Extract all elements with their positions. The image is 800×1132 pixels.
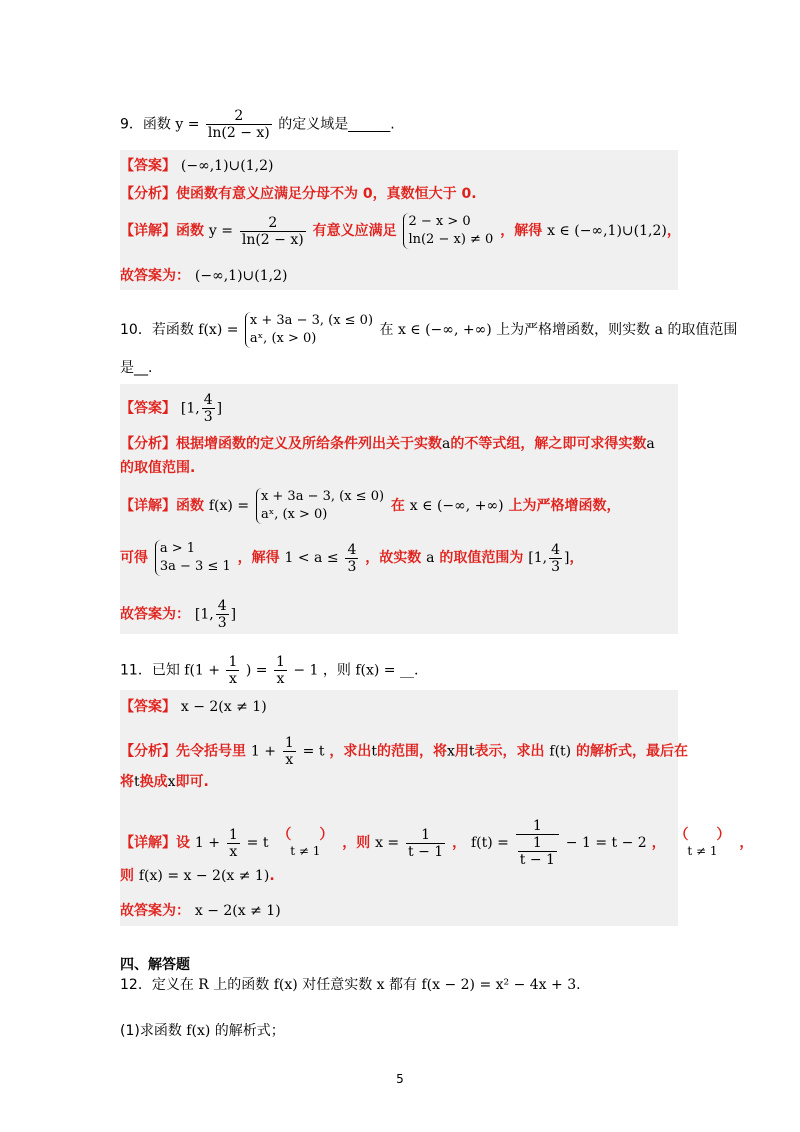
q11-den1: x	[228, 671, 237, 687]
q11-analysis-t2: ，求出	[329, 743, 372, 760]
q11-detail-cond2: t ≠ 1	[687, 844, 718, 858]
q12-t3: 都有	[389, 977, 418, 993]
q10-detail2-t5: ，	[569, 550, 584, 566]
q11-detail-n1: 1	[228, 826, 238, 843]
q11-analysis-t6: 的解析式，最后在	[576, 743, 688, 760]
q11-detail-res: − 1 = t − 2	[565, 835, 647, 851]
q10-var: a	[654, 322, 663, 338]
q10-detail-domain: x ∈ (−∞, +∞)	[409, 498, 504, 514]
q10-answer-right: ]	[216, 400, 223, 417]
q10-analysis-text3: 的取值范围.	[120, 460, 196, 476]
q10-detail2-num2: 4	[551, 541, 560, 558]
q12-part1-fx: f(x)	[186, 1023, 211, 1039]
answer-tag: 【答案】	[120, 158, 176, 174]
q10-detail-t3: 上为严格增函数，	[508, 498, 621, 514]
q11-analysis-var2: x	[446, 743, 455, 760]
q10-detail2-fraction2	[549, 542, 562, 575]
question-12-part-1	[120, 1021, 285, 1041]
page-number: 5	[396, 1072, 404, 1086]
q11-frac2	[274, 654, 287, 687]
question-10	[120, 312, 737, 348]
q11-final-value: x − 2(x ≠ 1)	[194, 903, 281, 919]
q12-part1-t1: (1)求函数	[120, 1023, 182, 1039]
q10-domain: x ∈ (−∞, +∞)	[397, 322, 492, 338]
detail-tag: 【详解】	[120, 835, 176, 851]
q10-detail	[120, 488, 620, 524]
q9-answer-value: (−∞,1)∪(1,2)	[180, 158, 274, 174]
q12-t4: .	[576, 977, 581, 993]
q9-detail-fraction	[240, 215, 306, 248]
q9-analysis	[120, 184, 477, 204]
q12-fx: f(x)	[273, 977, 298, 993]
detail-tag: 【详解】	[120, 498, 176, 514]
q10-final-text: 故答案为：	[120, 606, 190, 623]
q9-detail-lhs: y =	[208, 223, 233, 239]
q11-fx: f(x) = __.	[355, 662, 419, 679]
q10-final-left: [1,	[194, 606, 214, 623]
analysis-tag: 【分析】	[120, 743, 176, 760]
q11-detail-paren: （ ）	[277, 827, 334, 843]
q9-detail-sol: x ∈ (−∞,1)∪(1,2)	[547, 223, 667, 239]
q9-den: ln(2 − x)	[207, 125, 270, 141]
q10-analysis-text1: 根据增函数的定义及所给条件列出关于实数	[176, 436, 442, 452]
q10-detail-t1: 函数	[176, 498, 204, 514]
q11-detail-frac1	[227, 827, 240, 860]
answer-tag: 【答案】	[120, 699, 176, 715]
q11-analysis2-t1: 将	[120, 774, 134, 790]
q10-suffix: 上为严格增函数，则实数	[496, 322, 651, 338]
q11-detail-xeq: x =	[375, 835, 400, 851]
q10-analysis	[120, 434, 655, 454]
q11-final	[120, 901, 281, 921]
q10-detail-case2: aˣ, (x > 0)	[260, 507, 328, 522]
q10-final-fraction	[216, 598, 229, 631]
q11-detail-inner-frac	[516, 835, 559, 868]
q11-analysis-var1: t	[371, 743, 377, 760]
q10-final-num: 4	[217, 598, 227, 614]
q9-num: 2	[206, 108, 272, 125]
q11-final-text: 故答案为：	[120, 903, 190, 919]
q11-frac1	[226, 654, 239, 687]
q11-tail: − 1	[293, 662, 319, 679]
q10-detail2-t1: 可得	[120, 550, 148, 566]
q11-analysis-t5: 表示，求出	[474, 743, 545, 760]
q11-detail-inner-d: t − 1	[519, 852, 555, 868]
detail-tag: 【详解】	[120, 223, 176, 239]
q9-sys2: ln(2 − x) ≠ 0	[408, 232, 494, 247]
q9-detail-den: ln(2 − x)	[241, 231, 304, 248]
q10-suffix2: 的取值范围	[667, 322, 738, 338]
q9-lhs: y =	[175, 116, 200, 133]
q11-analysis-ft: f(t)	[549, 743, 572, 760]
q12-eq: f(x − 2) = x² − 4x + 3	[421, 977, 577, 993]
q10-prefix: 10．若函数	[120, 322, 194, 338]
q9-final-value: (−∞,1)∪(1,2)	[194, 268, 288, 284]
question-12	[120, 975, 581, 995]
q10-detail-fx: f(x) =	[208, 498, 250, 514]
q11-detail-t4: ，	[651, 835, 666, 851]
q10-answer-den: 3	[203, 409, 213, 425]
q11-suffix: ，则	[322, 662, 351, 679]
q9-detail-t3: ，解得	[500, 223, 543, 239]
q10-detail-system	[155, 540, 231, 576]
q9-detail-t1: 函数	[176, 223, 204, 239]
q9-suffix: 的定义域是______.	[278, 116, 395, 133]
q10-detail-line2	[120, 540, 583, 576]
q11-analysis2-t3: 即可.	[175, 774, 209, 790]
q10-answer-fraction	[202, 392, 215, 425]
q10-analysis-line2	[120, 458, 195, 478]
q10-mid: 在	[379, 322, 394, 338]
q9-detail-t4: ，	[666, 223, 681, 239]
q12-R: R	[198, 977, 209, 993]
q11-analysis-num: 1	[284, 735, 294, 751]
q11-answer	[120, 697, 267, 717]
q9-final	[120, 266, 287, 286]
q9-analysis-text: 使函数有意义应满足分母不为 0，真数恒大于 0.	[176, 186, 477, 202]
q11-analysis-t1: 先令括号里	[176, 743, 246, 760]
q9-detail	[120, 213, 681, 249]
q12-prefix: 12．定义在	[120, 977, 194, 993]
question-10-line2	[120, 358, 152, 378]
q9-sys1: 2 − x > 0	[408, 214, 471, 229]
q11-analysis-t3: 的范围，将	[376, 743, 447, 760]
q11-analysis2-var2: x	[167, 774, 176, 790]
q10-sys2: 3a − 3 ≤ 1	[159, 559, 231, 574]
q11-detail-condition	[275, 827, 335, 859]
q10-final-den: 3	[217, 615, 227, 631]
q10-final-right: ]	[230, 606, 237, 623]
q12-x: x	[376, 977, 385, 993]
q10-fx: f(x) =	[198, 322, 239, 338]
q11-analysis	[120, 735, 688, 768]
q10-detail-case1: x + 3a − 3, (x ≤ 0)	[260, 489, 385, 504]
q10-detail2-right: ]	[564, 550, 570, 566]
question-9	[120, 108, 395, 141]
q11-detail-d2: t − 1	[408, 843, 444, 860]
q11-detail2-t1: 则	[120, 868, 134, 884]
q11-solution-box	[120, 690, 678, 926]
q11-f1: f(1 +	[184, 662, 221, 679]
q10-detail2-num: 4	[347, 541, 357, 558]
q10-detail2-fraction	[345, 542, 358, 575]
q10-detail2-t3: ，故实数	[365, 550, 422, 566]
q11-detail-paren2: （ ）	[674, 827, 731, 843]
q11-detail-t2: ，则	[342, 835, 371, 851]
q11-analysis-expr1: 1 +	[250, 743, 276, 760]
q10-final	[120, 598, 236, 631]
q11-analysis-t4: 用	[454, 743, 469, 760]
q10-case2: aˣ, (x > 0)	[249, 331, 317, 346]
q11-detail-t3: ，	[452, 835, 467, 851]
q11-detail2-value: f(x) = x − 2(x ≠ 1)	[138, 868, 270, 884]
q11-detail-line2	[120, 866, 275, 886]
q11-detail-e2: = t	[246, 835, 269, 851]
q10-detail2-var: a	[426, 550, 435, 566]
q10-analysis-var1: a	[442, 436, 451, 452]
q11-analysis-line2	[120, 772, 209, 792]
q12-t1: 上的函数	[213, 977, 270, 993]
q11-analysis2-var1: t	[134, 774, 140, 790]
q11-detail-condition2	[672, 827, 732, 859]
q9-fraction	[206, 108, 272, 141]
q11-detail-n3: 1	[516, 818, 559, 835]
section-title: 四、解答题	[120, 957, 190, 973]
q11-detail	[120, 818, 753, 868]
q11-detail-d1: x	[229, 843, 238, 860]
question-11	[120, 654, 418, 687]
q9-detail-t2: 有意义应满足	[312, 223, 397, 239]
q10-case1: x + 3a − 3, (x ≤ 0)	[249, 313, 374, 328]
q11-detail-cond: t ≠ 1	[290, 844, 321, 858]
q9-final-text: 故答案为：	[120, 268, 190, 284]
q11-detail-n2: 1	[406, 827, 445, 844]
q10-detail2-den2: 3	[551, 558, 560, 575]
q10-analysis-text2: 的不等式组，解之即可求得实数	[450, 436, 647, 452]
q11-detail-t1: 设	[176, 835, 190, 851]
q9-detail-num: 2	[240, 215, 306, 232]
q11-analysis-var3: t	[468, 743, 475, 760]
q10-line2: 是__.	[120, 360, 153, 376]
q11-num2: 1	[275, 654, 285, 670]
q11-mid: ) =	[245, 662, 268, 679]
q11-detail-ft: f(t) =	[470, 835, 509, 851]
q9-prefix: 9．函数	[120, 116, 171, 133]
q10-detail-piecewise	[256, 488, 384, 524]
answer-tag: 【答案】	[120, 400, 176, 417]
q11-detail-complex-frac	[516, 818, 559, 868]
q11-prefix: 11．已知	[120, 662, 180, 679]
q10-sys1: a > 1	[159, 541, 196, 556]
q11-detail-inner-n: 1	[518, 835, 557, 852]
analysis-tag: 【分析】	[120, 436, 176, 452]
q10-piecewise	[245, 312, 373, 348]
q11-analysis-den: x	[285, 752, 294, 768]
q10-answer-left: [1,	[180, 400, 200, 417]
q11-detail2-t2: .	[269, 868, 275, 884]
q11-detail-frac2	[406, 827, 445, 860]
q11-answer-value: x − 2(x ≠ 1)	[180, 699, 267, 715]
q10-detail2-ineq: 1 < a ≤	[284, 550, 339, 566]
q10-detail2-t2: ，解得	[237, 550, 280, 566]
q9-system	[403, 213, 493, 249]
q10-detail2-left: [1,	[528, 550, 548, 566]
q11-detail-t5: ，	[739, 835, 754, 851]
q10-answer	[120, 392, 222, 425]
q11-analysis2-t2: 换成	[139, 774, 168, 790]
q11-den2: x	[276, 671, 285, 687]
q12-part1-t2: 的解析式；	[214, 1023, 285, 1039]
q10-detail-t2: 在	[390, 498, 405, 514]
q11-analysis-expr2: = t	[302, 743, 325, 760]
q10-answer-num: 4	[203, 392, 213, 408]
q11-analysis-frac	[283, 735, 296, 768]
section-heading	[120, 955, 190, 975]
q10-analysis-var2: a	[646, 436, 655, 452]
q11-num1: 1	[228, 654, 238, 670]
q9-answer	[120, 156, 273, 176]
q11-detail-e1: 1 +	[194, 835, 220, 851]
q10-detail2-t4: 的取值范围为	[439, 550, 524, 566]
analysis-tag: 【分析】	[120, 186, 176, 202]
q12-t2: 对任意实数	[302, 977, 373, 993]
q10-detail2-den: 3	[347, 558, 357, 575]
